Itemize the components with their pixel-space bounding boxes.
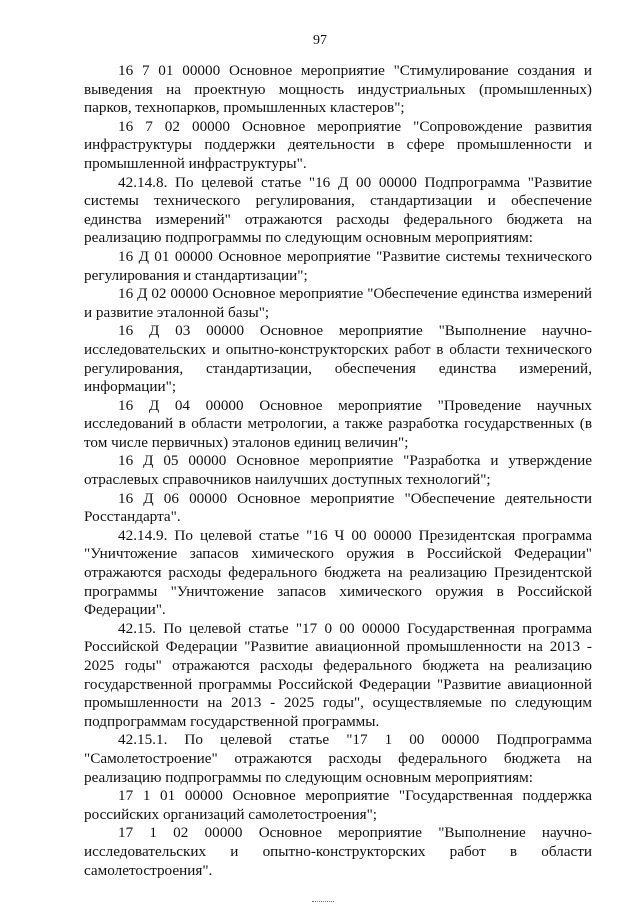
page-number: 97 [313, 33, 327, 48]
paragraph: 42.14.8. По целевой статье "16 Д 00 00000 Подпрограмма "Развитие системы технического регулирования, стандартизации и обеспечение единства измерений" отражаются расходы федерального бюджета на реализацию подпрограммы по следующим основным мероприятиям: [84, 173, 592, 247]
document-body [84, 62, 592, 880]
paragraph: 42.14.9. По целевой статье "16 Ч 00 00000 Президентская программа "Уничтожение запасов химического оружия в Российской Федерации" отражаются расходы федерального бюджета на реализацию Президентской программы "Уничтожение запасов химического оружия в Российской Федерации". [84, 526, 592, 619]
paragraph: 42.15.1. По целевой статье "17 1 00 00000 Подпрограмма "Самолетостроение" отражаются расходы федерального бюджета на реализацию подпрограммы по следующим основным мероприятиям: [84, 731, 592, 786]
paragraph: 16 Д 06 00000 Основное мероприятие "Обеспечение деятельности Росстандарта". [84, 489, 592, 526]
paragraph: 16 Д 01 00000 Основное мероприятие "Развитие системы технического регулирования и стандартизации"; [84, 247, 592, 284]
paragraph: 17 1 01 00000 Основное мероприятие "Государственная поддержка российских организаций самолетостроения"; [84, 787, 592, 823]
paragraph: 42.15. По целевой статье "17 0 00 00000 Государственная программа Российской Федерации "Развитие авиационной промышленности на 2013 - 2025 годы" отражаются расходы федерального бюджета на реализацию государственной программы Российской Федерации "Развитие авиационной промышленности на 2013 - 2025 годы", осуществляемые по следующим подпрограммам государственной программы. [84, 619, 592, 730]
paragraph: 17 1 02 00000 Основное мероприятие "Выполнение научно-исследовательских и опытно-конструкторских работ в области самолетостроения". [84, 824, 592, 879]
paragraph: 16 Д 05 00000 Основное мероприятие "Разработка и утверждение отраслевых справочников наилучших доступных технологий"; [84, 452, 592, 489]
paragraph: 16 Д 03 00000 Основное мероприятие "Выполнение научно-исследовательских и опытно-конструкторских работ в области технического регулирования, стандартизации, обеспечения единства измерений, информации"; [84, 322, 592, 396]
paragraph: 16 Д 02 00000 Основное мероприятие "Обеспечение единства измерений и развитие эталонной базы"; [84, 285, 592, 321]
scan-artifact [312, 901, 334, 903]
paragraph: 16 Д 04 00000 Основное мероприятие "Проведение научных исследований в области метрологии, а также разработка государственных (в том числе первичных) эталонов единиц величин"; [84, 396, 592, 451]
paragraph: 16 7 01 00000 Основное мероприятие "Стимулирование создания и выведения на проектную мощность индустриальных (промышленных) парков, технопарков, промышленных кластеров"; [84, 62, 592, 117]
paragraph: 16 7 02 00000 Основное мероприятие "Сопровождение развития инфраструктуры поддержки деятельности в сфере промышленности и промышленной инфраструктуры". [84, 117, 592, 172]
